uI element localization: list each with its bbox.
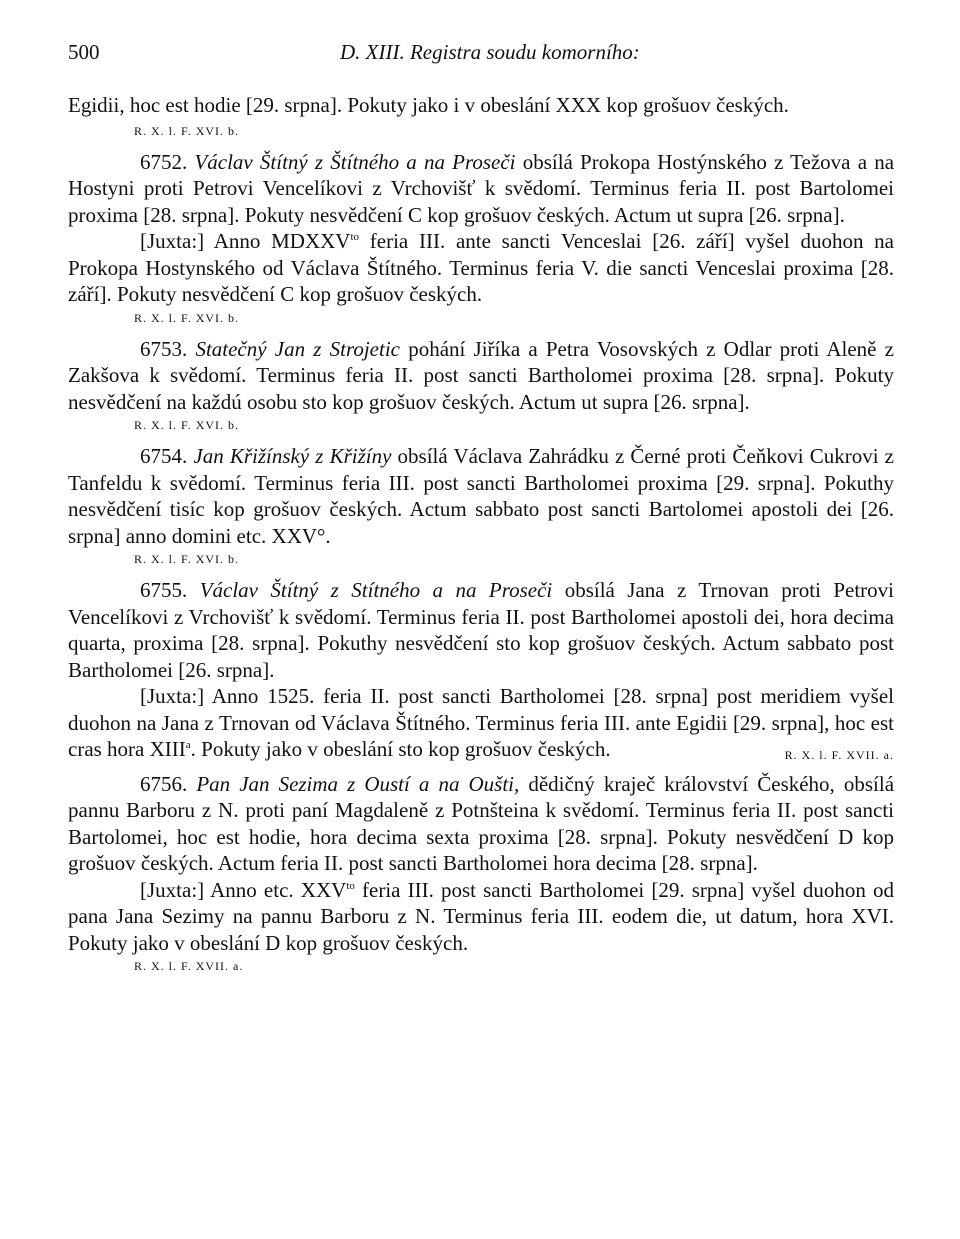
entry-text: obsílá Václava Zahrádku z Černé proti Čeňkovi Cukrovi z Tanfeldu k svědomí. Terminus feria III. post sancti Bartholomei proxima [29. srpna]. Pokuthy nesvědčení tisíc kop grošuov českých. Actum sabbato post sancti Bartolomei apostoli dei [26. srpna] anno domini etc. XXV°.	[68, 444, 894, 548]
entry-6756	[68, 771, 894, 957]
juxta-text: [Juxta:] Anno 1525. feria II. post sancti Bartholomei [28. srpna] post meridiem vyšel duohon na Jana z Trnovan od Václava Štítného. Terminus feria III. ante Egidii [29. srpna], hoc est cras hora XIII	[68, 684, 894, 761]
entry-text: obsílá Prokopa Hostýnského z Težova a na Hostyni proti Petrovi Vencelíkovi z Vrchovišť k svědomí. Terminus feria II. post Bartolomei proxima [28. srpna]. Pokuty nesvědčení C kop grošuov českých. Actum ut supra [26. srpna].	[68, 149, 895, 227]
archive-signature: R. X. l. F. XVII. a.	[134, 959, 244, 973]
entry-6754	[68, 443, 894, 549]
juxta-paragraph	[68, 228, 894, 308]
entry-text: dědičný kraječ království Českého, obsílá pannu Barboru z N. proti paní Magdaleně z Potnšteina k svědomí. Terminus feria II. post sancti Bartolomei, hoc est hodie, hora decima sexta proxima [28. srpna]. Pokuty nesvědčení D kop grošuov českých. Actum feria II. post sancti Bartholomei hora decima [28. srpna].	[68, 771, 895, 875]
entry-paragraph	[68, 149, 894, 229]
juxta-superscript: a	[185, 739, 191, 751]
entry-person: Pan Jan Sezima z Oustí a na Oušti,	[196, 771, 520, 796]
archive-signature: R. X. l. F. XVI. b.	[134, 310, 240, 325]
entry-paragraph	[68, 336, 894, 416]
juxta-paragraph	[68, 877, 894, 957]
entry-number: 6753.	[140, 336, 188, 361]
entry-paragraph	[68, 443, 894, 549]
entry-text: pohání Jiříka a Petra Vosovských z Odlar proti Aleně z Zakšova k svědomí. Terminus feria II. post sancti Bartholomei proxima [28. srpna]. Pokuty nesvědčení na každú osobu sto kop grošuov českých. Actum ut supra [26. srpna].	[68, 336, 894, 414]
entry-paragraph	[68, 577, 894, 683]
archive-signature: R. X. l. F. XVII. a.	[784, 748, 894, 762]
entry-text: obsílá Jana z Trnovan proti Petrovi Vencelíkovi z Vrchovišť k svědomí. Terminus feria II. post Bartholomei apostoli dei, hora decima quarta, proxima [28. srpna]. Pokuthy nesvědčení sto kop grošuov českých. Actum sabbato post Bartholomei [26. srpna].	[68, 578, 894, 682]
juxta-text-continued: . Pokuty jako v obeslání sto kop grošuov českých.	[190, 737, 611, 761]
page	[68, 40, 894, 976]
entry-person: Statečný Jan z Strojetic	[195, 336, 400, 361]
juxta-text: [Juxta:] Anno etc. XXV	[140, 877, 347, 902]
entry-number: 6755.	[140, 578, 188, 602]
running-title: D. XIII. Registra soudu komorního:	[340, 40, 640, 64]
juxta-superscript: to	[350, 231, 360, 243]
entry-6753	[68, 336, 894, 416]
entry-6755	[68, 577, 894, 763]
juxta-superscript: to	[346, 879, 355, 892]
archive-signature: R. X. l. F. XVI. b.	[134, 552, 240, 566]
page-number: 500	[68, 40, 100, 64]
entry-person: Václav Štítný z Štítného a na Proseči	[194, 149, 516, 174]
entry-number: 6756.	[140, 771, 188, 796]
entry-6752	[68, 149, 894, 308]
intro-paragraph	[68, 92, 894, 119]
juxta-text-continued: feria III. ante sancti Venceslai [26. září] vyšel duohon na Prokopa Hostynského od Václava Štítného. Terminus feria V. die sancti Venceslai proxima [28. září]. Pokuty nesvědčení C kop grošuov českých.	[68, 229, 895, 306]
juxta-text-continued: feria III. post sancti Bartholomei [29. srpna] vyšel duohon od pana Jana Sezimy na pannu Barboru z N. Terminus feria III. eodem die, ut datum, hora XVI. Pokuty jako v obeslání D kop grošuov českých.	[68, 877, 894, 955]
archive-signature: R. X. l. F. XVI. b.	[134, 418, 240, 432]
running-head	[68, 40, 894, 74]
juxta-paragraph	[68, 683, 894, 763]
archive-signature: R. X. l. F. XVI. b.	[134, 123, 240, 138]
entry-number: 6754.	[140, 444, 188, 468]
entry-person: Jan Křižínský z Křižíny	[193, 444, 392, 468]
entry-number: 6752.	[140, 149, 188, 174]
entry-paragraph	[68, 771, 894, 877]
juxta-text: [Juxta:] Anno MDXXV	[140, 229, 351, 253]
entry-person: Václav Štítný z Stítného a na Proseči	[199, 578, 553, 602]
intro-text: Egidii, hoc est hodie [29. srpna]. Pokuty jako i v obeslání XXX kop grošuov českých.	[68, 93, 789, 117]
